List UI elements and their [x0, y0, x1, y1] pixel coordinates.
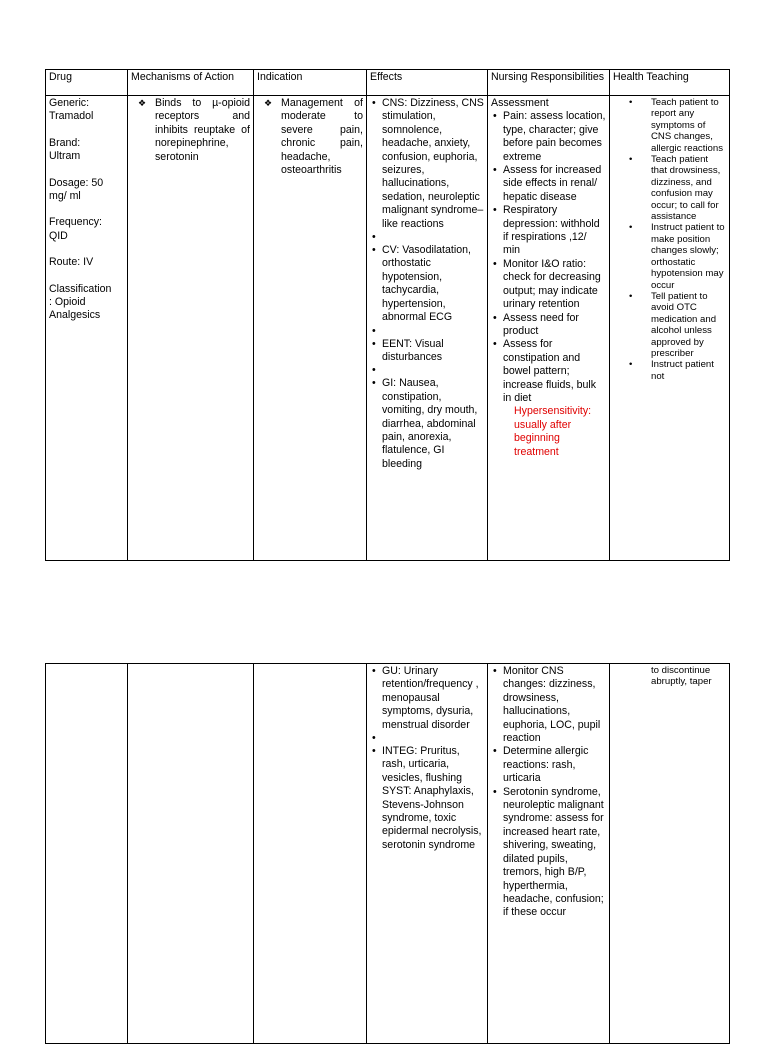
nursing-item: • Monitor I&O ratio: check for decreasing output; may indicate urinary retention	[503, 258, 606, 312]
drug-info-line: Analgesics	[49, 309, 101, 322]
effects-list	[370, 97, 484, 471]
drug-info-line	[49, 124, 124, 137]
teaching-cell	[610, 96, 730, 561]
header-nursing: Nursing Responsibilities	[488, 70, 610, 96]
assessment-heading: Assessment	[491, 97, 549, 109]
drug-table-page-2	[45, 663, 730, 1044]
teaching-item: • Teach patient that drowsiness, dizziness, and confusion may occur; to call for assistance	[651, 154, 726, 222]
effect-item-cv: • CV: Vasodilatation, orthostatic hypotension, tachycardia, hypertension, abnormal ECG	[382, 244, 484, 324]
nursing-item: • Pain: assess location, type, character; give before pain becomes extreme	[503, 110, 606, 164]
effects-list-cont	[370, 665, 484, 852]
indication-cell	[254, 96, 367, 561]
mechanism-item: ❖ Binds to µ-opioid receptors and inhibits reuptake of norepinephrine, serotonin	[155, 97, 250, 164]
spacer	[382, 325, 484, 338]
nursing-list-cont	[491, 665, 606, 920]
drug-info-line: Classification	[49, 282, 112, 295]
effect-item-gu: • GU: Urinary retention/frequency , menopausal symptoms, dysuria, menstrual disorder	[382, 665, 484, 732]
mechanism-cell-cont	[128, 664, 254, 1044]
drug-info-line	[49, 164, 124, 177]
teaching-item: • Tell patient to avoid OTC medication and alcohol unless approved by prescriber	[651, 291, 726, 359]
nursing-list	[491, 110, 606, 405]
teaching-cell-cont	[610, 664, 730, 1044]
drug-info-line: Dosage: 50	[49, 176, 104, 189]
teaching-list	[613, 97, 726, 382]
drug-info-line	[49, 270, 124, 283]
drug-info-cell-cont	[46, 664, 128, 1044]
nursing-item: • Assess for increased side effects in renal/ hepatic disease	[503, 164, 606, 204]
drug-info-list	[49, 97, 124, 323]
nursing-item: • Assess for constipation and bowel pattern; increase fluids, bulk in diet	[503, 338, 606, 405]
content-row	[46, 96, 730, 561]
indication-list	[257, 97, 363, 177]
drug-info-line: Brand:	[49, 136, 81, 149]
spacer	[382, 364, 484, 377]
nursing-item: • Assess need for product	[503, 312, 606, 339]
indication-cell-cont	[254, 664, 367, 1044]
nursing-cell-cont	[488, 664, 610, 1044]
drug-info-line: QID	[49, 229, 68, 242]
drug-info-line: : Opioid	[49, 296, 86, 309]
teaching-item: • Instruct patient not	[651, 359, 726, 382]
header-row	[46, 70, 730, 96]
header-mechanism: Mechanisms of Action	[128, 70, 254, 96]
header-indication: Indication	[254, 70, 367, 96]
drug-info-line: Frequency:	[49, 216, 102, 229]
nursing-item: • Monitor CNS changes: dizziness, drowsiness, hallucinations, euphoria, LOC, pupil reaction	[503, 665, 606, 745]
nursing-cell	[488, 96, 610, 561]
hypersensitivity-note: Hypersensitivity: usually after beginning treatment	[514, 405, 592, 458]
mechanism-cell	[128, 96, 254, 561]
spacer	[382, 231, 484, 244]
nursing-item: • Respiratory depression: withhold if respirations ,12/ min	[503, 204, 606, 258]
nursing-item: • Determine allergic reactions: rash, urticaria	[503, 745, 606, 785]
nursing-item: • Serotonin syndrome, neuroleptic malignant syndrome: assess for increased heart rate, shivering, sweating, dilated pupils, tremors, high B/P, hyperthermia, headache, confusion; if these occur	[503, 786, 606, 920]
teaching-item: • Teach patient to report any symptoms of CNS changes, allergic reactions	[651, 97, 726, 154]
effect-item-integ: • INTEG: Pruritus, rash, urticaria, vesicles, flushing SYST: Anaphylaxis, Stevens-Johnson syndrome, toxic epidermal necrolysis, serotonin syndrome	[382, 745, 484, 852]
effect-item-eent: • EENT: Visual disturbances	[382, 338, 484, 365]
drug-table-page-1	[45, 69, 730, 561]
effects-cell-cont	[367, 664, 488, 1044]
drug-info-line: Tramadol	[49, 110, 94, 123]
drug-info-line: Ultram	[49, 150, 81, 163]
drug-info-cell	[46, 96, 128, 561]
drug-info-line: Route: IV	[49, 256, 94, 269]
teaching-continuation: to discontinue abruptly, taper	[651, 665, 712, 688]
drug-info-line	[49, 203, 124, 216]
continuation-row	[46, 664, 730, 1044]
indication-item: ❖ Management of moderate to severe pain, chronic pain, headache, osteoarthritis	[281, 97, 363, 177]
header-teaching: Health Teaching	[610, 70, 730, 96]
drug-info-line: mg/ ml	[49, 190, 81, 203]
effects-cell	[367, 96, 488, 561]
effect-item-gi: • GI: Nausea, constipation, vomiting, dry mouth, diarrhea, abdominal pain, anorexia, flatulence, GI bleeding	[382, 377, 484, 471]
header-effects: Effects	[367, 70, 488, 96]
effect-item-cns: • CNS: Dizziness, CNS stimulation, somnolence, headache, anxiety, confusion, euphoria, seizures, hallucinations, sedation, neuroleptic malignant syndrome–like reactions	[382, 97, 484, 231]
drug-info-line	[49, 243, 124, 256]
header-drug: Drug	[46, 70, 128, 96]
mechanism-list	[131, 97, 250, 164]
teaching-item: • Instruct patient to make position changes slowly; orthostatic hypotension may occur	[651, 222, 726, 290]
spacer	[382, 732, 484, 745]
drug-info-line: Generic:	[49, 97, 90, 109]
